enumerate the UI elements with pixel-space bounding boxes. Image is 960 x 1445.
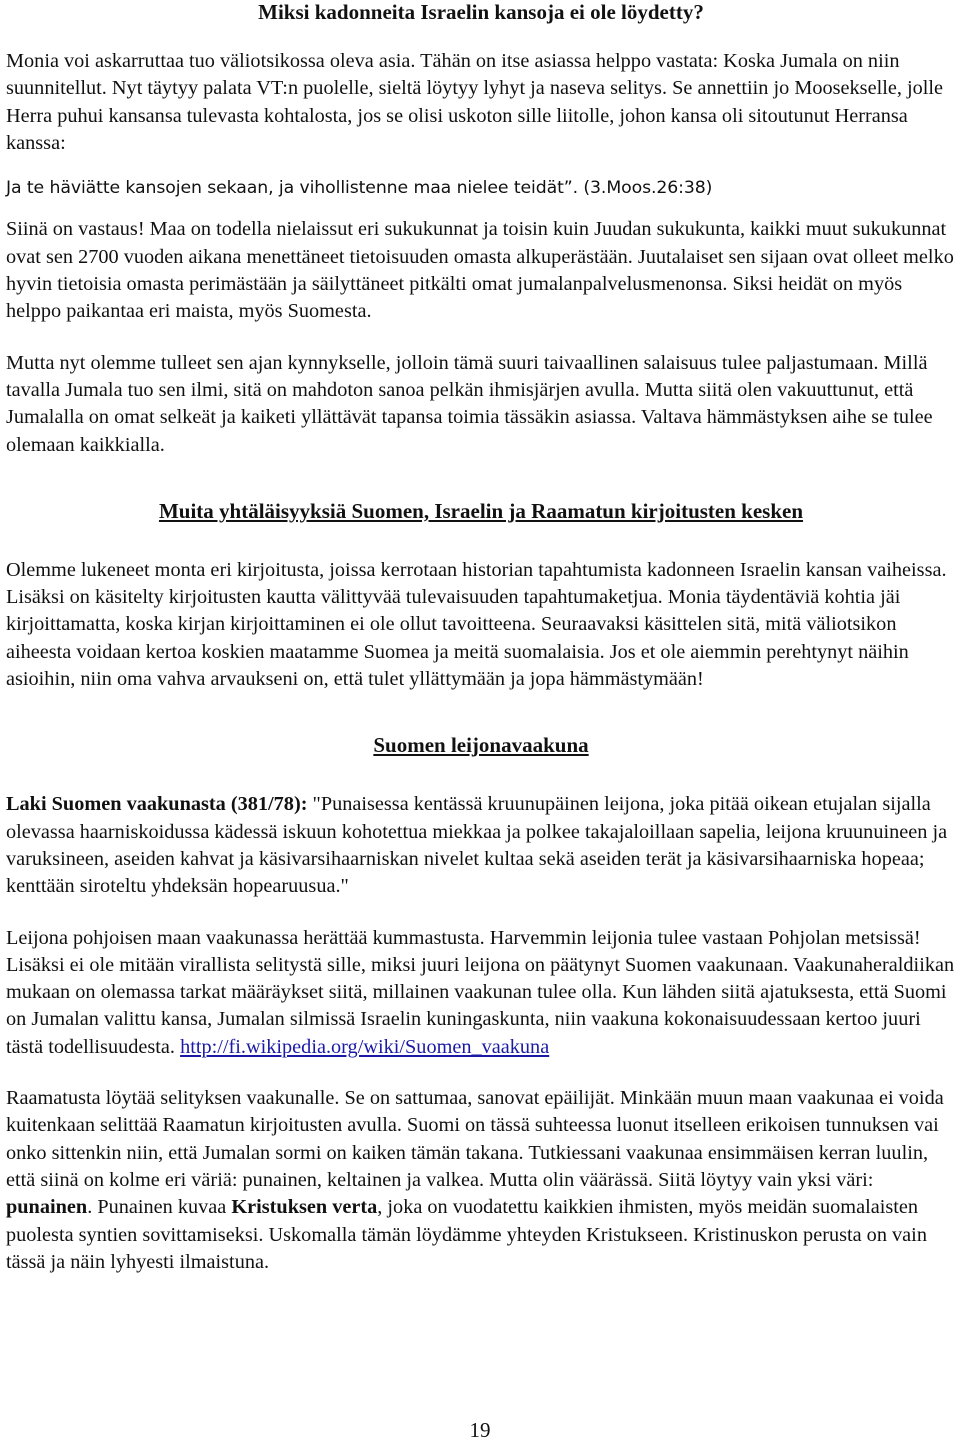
law-label: Laki Suomen vaakunasta (381/78):	[6, 793, 308, 816]
lion-paragraph	[6, 925, 956, 1061]
page-number: 19	[469, 1418, 491, 1442]
bible-quote: Ja te häviätte kansojen sekaan, ja vihollistenne maa nielee teidät”. (3.Moos.26:38)	[6, 178, 713, 199]
law-paragraph	[6, 791, 956, 900]
law-text: "Punaisessa kentässä kruunupäinen leijona, joka pitää oikean etujalan sijalla olevassa haarniskoidussa kädessä iskuun kohotettua miekkaa ja polkee takajaloillaan sapelia, leijona kruunuineen ja varuksineen, aseiden kahvat ja käsivarsihaarniskan nivelet kultaa sekä aseiden terät ja käsivarsihaarniska hopeaa; kenttään siroteltu yhdeksän hopearuusua."	[6, 793, 948, 898]
bible-text-1: Raamatusta löytää selityksen vaakunalle. Se on sattumaa, sanovat epäilijät. Minkään muun maan vaakunaa ei voida kuitenkaan selittää Raamatun kirjoitusten avulla. Suomi on tässä suhteessa luonut itselleen erikoisen tunnuksen vai onko sittenkin niin, että Jumalan sormi on kaiken tämän takana. Tutkiessani vaakunaa ensimmäisen kerran luulin, että siinä on kolme eri väriä: punainen, keltainen ja valkea. Mutta olin väärässä. Siitä löytyy vain yksi väri:	[6, 1087, 944, 1191]
bold-christ-blood: Kristuksen verta	[231, 1196, 378, 1219]
bible-explanation-paragraph	[6, 1085, 956, 1276]
bible-text-2: . Punainen kuvaa	[87, 1196, 232, 1219]
wikipedia-link[interactable]: http://fi.wikipedia.org/wiki/Suomen_vaakuna	[180, 1035, 550, 1058]
intro-paragraph: Monia voi askarruttaa tuo väliotsikossa oleva asia. Tähän on itse asiassa helppo vastata: Koska Jumala on niin suunnitellut. Nyt täytyy palata VT:n puolelle, sieltä löytyy lyhyt ja naseva selitys. Se annettiin jo Moosekselle, jolle Herra puhui kansansa tulevasta kohtalosta, jos se olisi uskoton sille liitolle, johon kansa oli sitoutunut Herransa kanssa:	[6, 50, 944, 154]
revelation-paragraph: Mutta nyt olemme tulleet sen ajan kynnykselle, jolloin tämä suuri taivaallinen salaisuus tulee paljastumaan. Millä tavalla Jumala tuo sen ilmi, sitä on mahdoton sanoa pelkän ihmisjärjen avulla. Mutta siitä olen vakuuttunut, että Jumalalla on omat selkeät ja kaiketi yllättävät tapansa toimia tässäkin asiassa. Valtava hämmästyksen aihe se tulee olemaan kaikkialla.	[6, 351, 933, 456]
section-heading-lion-coat: Suomen leijonavaakuna	[373, 733, 589, 758]
page-title: Miksi kadonneita Israelin kansoja ei ole löydetty?	[258, 0, 704, 24]
answer-paragraph: Siinä on vastaus! Maa on todella nielaissut eri sukukunnat ja toisin kuin Juudan sukukunta, kaikki muut sukukunnat ovat sen 2700 vuoden aikana menettäneet tietoisuuden omasta alkuperästään. Juutalaiset sen sijaan ovat olleet melko hyvin tietoisia omasta perimästään ja säilyttäneet pitkälti omat jumalanpalvelusmenonsa. Siksi heidät on myös helppo paikantaa eri maista, myös Suomesta.	[6, 218, 954, 323]
section-heading-similarities: Muita yhtäläisyyksiä Suomen, Israelin ja Raamatun kirjoitusten kesken	[158, 498, 804, 523]
bible-text-3: , joka on vuodatettu kaikkien ihmisten, myös meidän suomalaisten puolesta syntien sovittamiseksi. Uskomalla tämän löydämme yhteyden Kristukseen. Kristinuskon perusta on vain tässä ja näin lyhyesti ilmaistuna.	[6, 1196, 927, 1273]
bold-red: punainen	[6, 1196, 88, 1219]
lion-text: Leijona pohjoisen maan vaakunassa herättää kummastusta. Harvemmin leijonia tulee vastaan Pohjolan metsissä! Lisäksi ei ole mitään virallista selitystä sille, miksi juuri leijona on päätynyt Suomen vaakunaan. Vaakunaheraldiikan mukaan on olemassa tarkat määräykset siitä, millainen vaakunan tulee olla. Kun lähden siitä ajatuksesta, että Suomi on Jumalan valittu kansa, Jumalan silmissä Israelin kuningaskunta, niin vaakuna kokonaisuudessaan kertoo juuri tästä todellisuudesta.	[6, 926, 955, 1058]
similarities-paragraph: Olemme lukeneet monta eri kirjoitusta, joissa kerrotaan historian tapahtumista kadonneen Israelin kansan vaiheissa. Lisäksi on käsitelty kirjoitusten kautta välittyvää tulevaisuuden tapahtumaketjua. Monia täydentäviä kohtia jäi kirjoittamatta, koska kirjan kirjoittaminen ei ole ollut tavoitteena. Seuraavaksi käsittelen sitä, mitä väliotsikon aiheesta voidaan kertoa koskien maatamme Suomea ja meitä suomalaisia. Jos et ole aiemmin perehtynyt näihin asioihin, niin oma vahva arvaukseni on, että tulet yllättymään ja jopa hämmästymään!	[6, 558, 947, 691]
